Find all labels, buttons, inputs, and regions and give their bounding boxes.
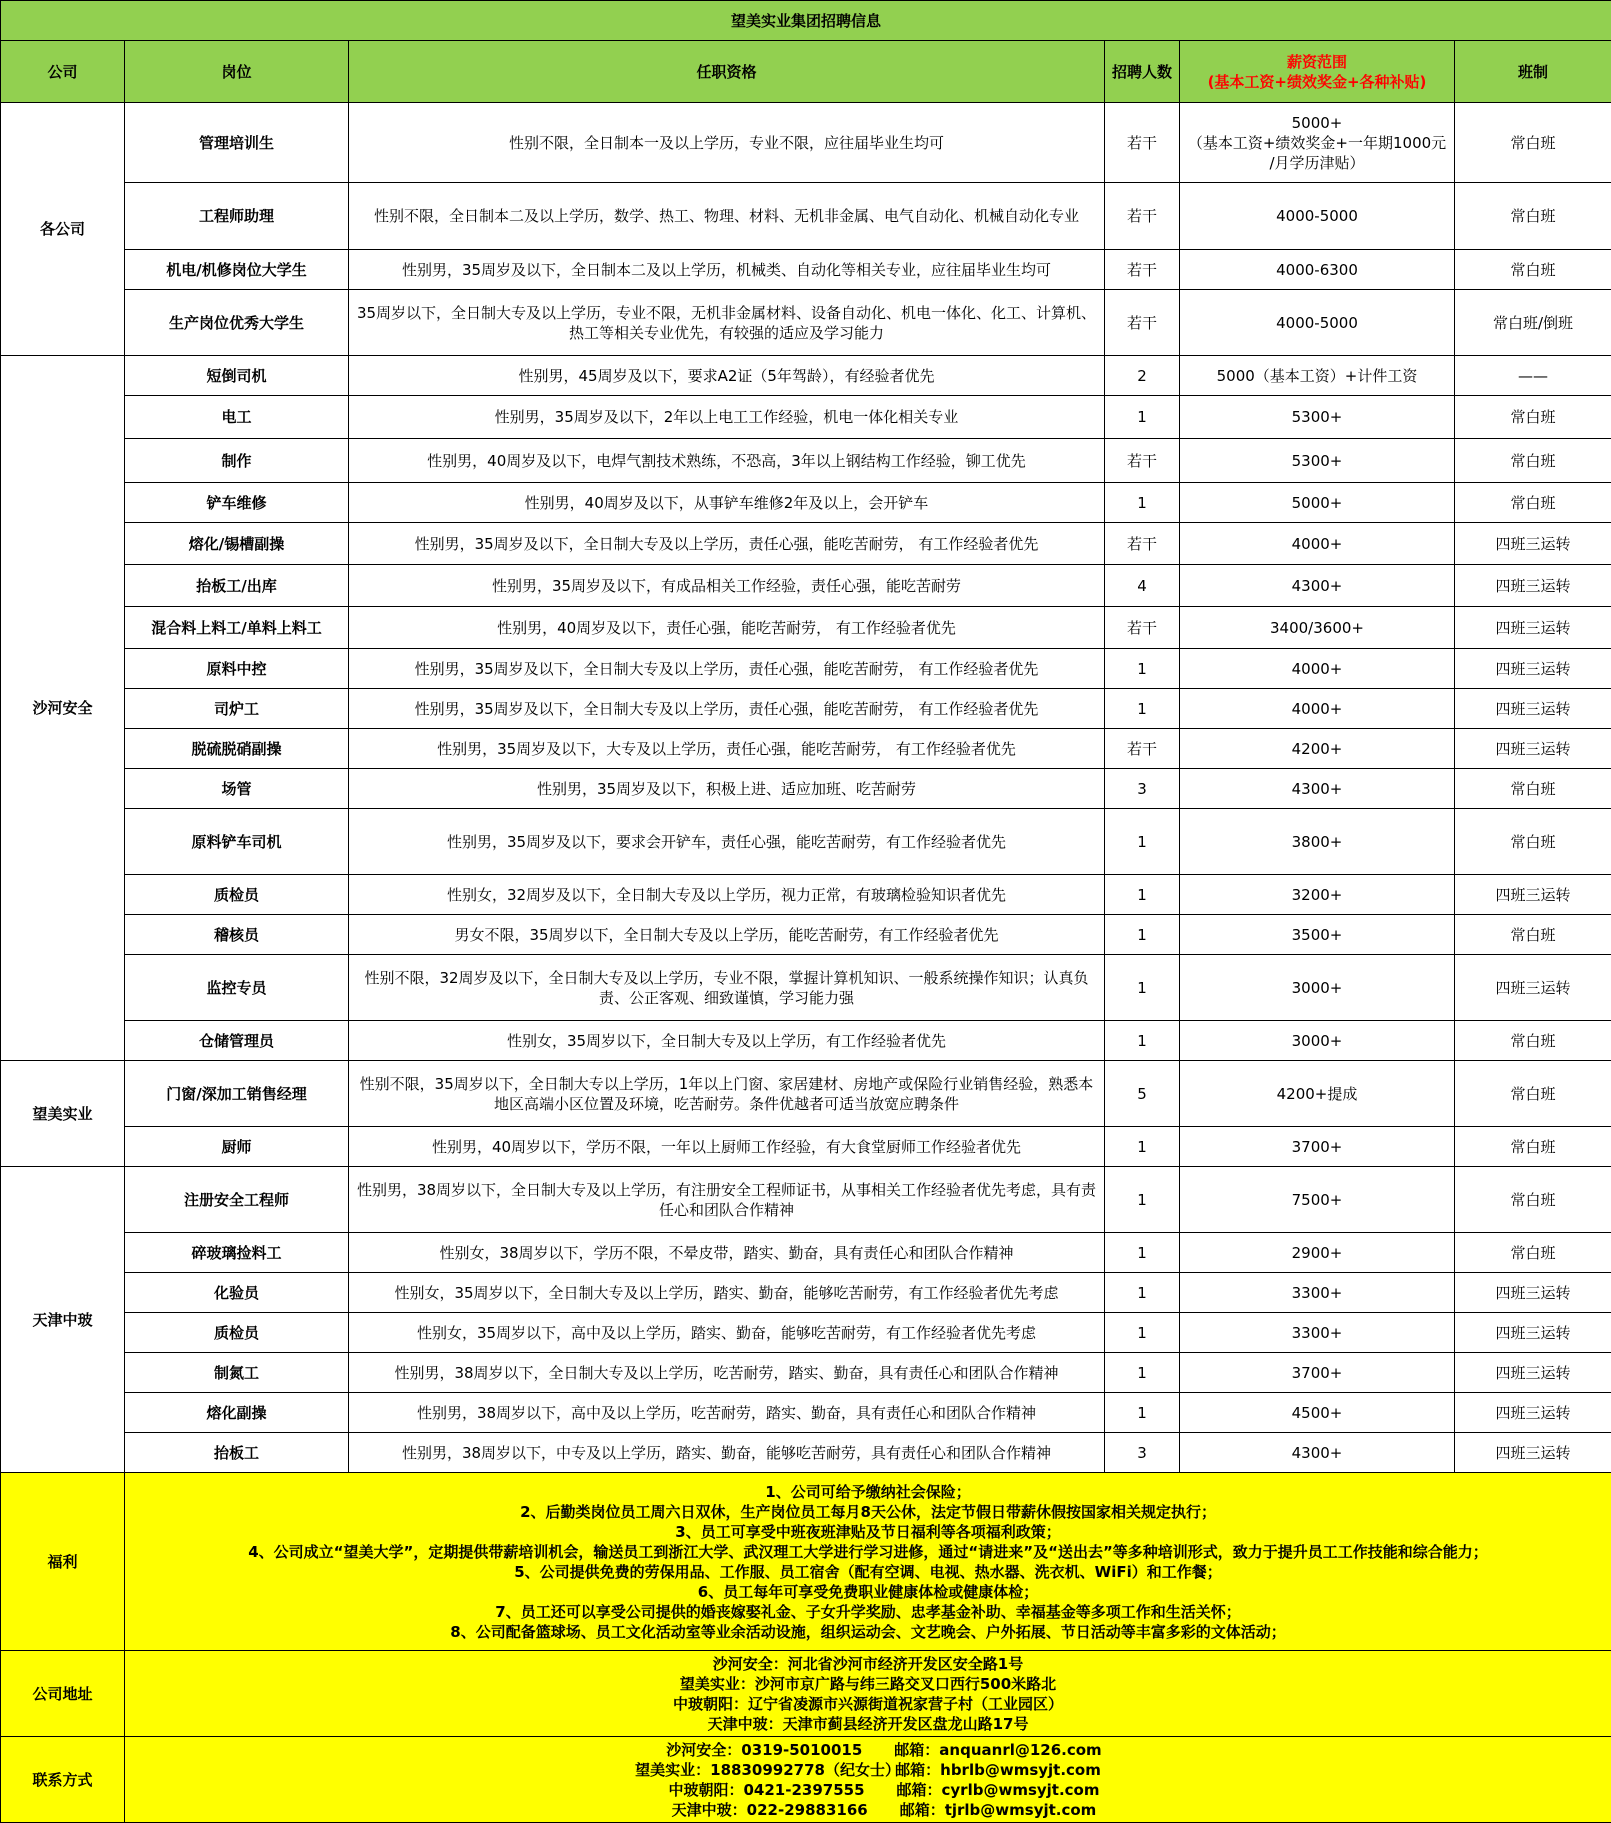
requirements-text: 性别女，38周岁以下，学历不限，不晕皮带，踏实、勤奋，具有责任心和团队合作精神 xyxy=(349,1233,1105,1273)
salary-value xyxy=(1180,729,1455,769)
shift-value: 常白班 xyxy=(1455,396,1611,439)
headcount-value: 1 xyxy=(1105,955,1180,1021)
headcount-value: 若干 xyxy=(1105,290,1180,356)
job-row xyxy=(1,565,1611,607)
welfare-row xyxy=(1,1473,1611,1651)
shift-value: 常白班 xyxy=(1455,250,1611,290)
position-name: 熔化/锡槽副操 xyxy=(125,523,349,565)
address-row xyxy=(1,1651,1611,1737)
requirements-text: 性别男，35周岁及以下，积极上进、适应加班、吃苦耐劳 xyxy=(349,769,1105,809)
position-name: 司炉工 xyxy=(125,689,349,729)
shift-value: 常白班 xyxy=(1455,1167,1611,1233)
job-row xyxy=(1,1061,1611,1127)
job-row xyxy=(1,649,1611,689)
salary-line: 3300+ xyxy=(1184,1323,1450,1343)
shift-value: 常白班 xyxy=(1455,915,1611,955)
headcount-value: 1 xyxy=(1105,1167,1180,1233)
salary-line: 4200+提成 xyxy=(1184,1084,1450,1104)
salary-value xyxy=(1180,1393,1455,1433)
shift-value: 常白班 xyxy=(1455,439,1611,483)
contact-row xyxy=(1,1737,1611,1823)
shift-value: 常白班 xyxy=(1455,809,1611,875)
address-item: 沙河安全：河北省沙河市经济开发区安全路1号 xyxy=(129,1654,1607,1674)
job-row xyxy=(1,483,1611,523)
position-name: 门窗/深加工销售经理 xyxy=(125,1061,349,1127)
salary-value xyxy=(1180,1167,1455,1233)
salary-value xyxy=(1180,250,1455,290)
salary-value xyxy=(1180,1061,1455,1127)
position-name: 电工 xyxy=(125,396,349,439)
salary-value xyxy=(1180,290,1455,356)
salary-value xyxy=(1180,103,1455,183)
position-name: 监控专员 xyxy=(125,955,349,1021)
welfare-item: 2、后勤类岗位员工周六日双休，生产岗位员工每月8天公休，法定节假日带薪休假按国家相关规定执行； xyxy=(129,1502,1607,1522)
contact-phone: 望美实业：18830992778（纪女士） xyxy=(635,1760,895,1780)
welfare-list xyxy=(125,1473,1611,1651)
salary-line: 2900+ xyxy=(1184,1243,1450,1263)
requirements-text: 性别男，40周岁及以下，责任心强，能吃苦耐劳， 有工作经验者优先 xyxy=(349,607,1105,649)
salary-value xyxy=(1180,396,1455,439)
headcount-value: 1 xyxy=(1105,1127,1180,1167)
shift-value: 四班三运转 xyxy=(1455,1353,1611,1393)
salary-value xyxy=(1180,955,1455,1021)
requirements-text: 35周岁以下，全日制大专及以上学历，专业不限，无机非金属材料、设备自动化、机电一体化、化工、计算机、热工等相关专业优先，有较强的适应及学习能力 xyxy=(349,290,1105,356)
shift-value: 四班三运转 xyxy=(1455,1313,1611,1353)
shift-value: 四班三运转 xyxy=(1455,1433,1611,1473)
contact-item xyxy=(129,1780,1607,1800)
welfare-item: 6、员工每年可享受免费职业健康体检或健康体检； xyxy=(129,1582,1607,1602)
headcount-value: 1 xyxy=(1105,1233,1180,1273)
requirements-text: 性别男，35周岁及以下，全日制大专及以上学历，责任心强，能吃苦耐劳， 有工作经验者优先 xyxy=(349,689,1105,729)
welfare-item: 1、公司可给予缴纳社会保险； xyxy=(129,1482,1607,1502)
requirements-text: 性别男，40周岁及以下，从事铲车维修2年及以上，会开铲车 xyxy=(349,483,1105,523)
requirements-text: 性别男，45周岁及以下，要求A2证（5年驾龄），有经验者优先 xyxy=(349,356,1105,396)
salary-value xyxy=(1180,523,1455,565)
headcount-value: 5 xyxy=(1105,1061,1180,1127)
headcount-value: 1 xyxy=(1105,396,1180,439)
requirements-text: 性别男，35周岁及以下，全日制本二及以上学历，机械类、自动化等相关专业，应往届毕业生均可 xyxy=(349,250,1105,290)
header-salary-line2: (基本工资+绩效奖金+各种补贴) xyxy=(1184,72,1450,92)
salary-line: 4300+ xyxy=(1184,779,1450,799)
salary-line: 4300+ xyxy=(1184,1443,1450,1463)
salary-line: 4000-5000 xyxy=(1184,206,1450,226)
job-row xyxy=(1,875,1611,915)
header-row xyxy=(1,41,1611,103)
salary-line: 4500+ xyxy=(1184,1403,1450,1423)
job-row xyxy=(1,915,1611,955)
salary-value xyxy=(1180,1127,1455,1167)
job-row xyxy=(1,1167,1611,1233)
salary-line: 3800+ xyxy=(1184,832,1450,852)
salary-value xyxy=(1180,649,1455,689)
company-name: 各公司 xyxy=(1,103,125,356)
position-name: 脱硫脱硝副操 xyxy=(125,729,349,769)
job-row xyxy=(1,439,1611,483)
address-item: 望美实业：沙河市京广路与纬三路交叉口西行500米路北 xyxy=(129,1674,1607,1694)
shift-value: 常白班 xyxy=(1455,1061,1611,1127)
salary-line: 3700+ xyxy=(1184,1137,1450,1157)
address-label: 公司地址 xyxy=(1,1651,125,1737)
headcount-value: 1 xyxy=(1105,689,1180,729)
contact-email: 邮箱：hbrlb@wmsyjt.com xyxy=(895,1761,1101,1779)
shift-value: 四班三运转 xyxy=(1455,607,1611,649)
salary-line: 5000+ xyxy=(1184,493,1450,513)
job-row xyxy=(1,1393,1611,1433)
contact-list xyxy=(125,1737,1611,1823)
shift-value: 四班三运转 xyxy=(1455,1273,1611,1313)
position-name: 短倒司机 xyxy=(125,356,349,396)
header-requirements: 任职资格 xyxy=(349,41,1105,103)
shift-value: 四班三运转 xyxy=(1455,523,1611,565)
header-shift: 班制 xyxy=(1455,41,1611,103)
headcount-value: 1 xyxy=(1105,1273,1180,1313)
position-name: 稽核员 xyxy=(125,915,349,955)
contact-item xyxy=(129,1800,1607,1820)
position-name: 铲车维修 xyxy=(125,483,349,523)
position-name: 机电/机修岗位大学生 xyxy=(125,250,349,290)
headcount-value: 4 xyxy=(1105,565,1180,607)
headcount-value: 1 xyxy=(1105,1313,1180,1353)
salary-line: 3000+ xyxy=(1184,1031,1450,1051)
job-row xyxy=(1,1127,1611,1167)
salary-value xyxy=(1180,1021,1455,1061)
shift-value: 常白班/倒班 xyxy=(1455,290,1611,356)
address-list xyxy=(125,1651,1611,1737)
salary-line: 4300+ xyxy=(1184,576,1450,596)
requirements-text: 性别女，35周岁以下，高中及以上学历，踏实、勤奋，能够吃苦耐劳，有工作经验者优先考虑 xyxy=(349,1313,1105,1353)
headcount-value: 若干 xyxy=(1105,523,1180,565)
headcount-value: 若干 xyxy=(1105,250,1180,290)
page-title: 望美实业集团招聘信息 xyxy=(1,1,1611,41)
shift-value: 常白班 xyxy=(1455,1233,1611,1273)
salary-value xyxy=(1180,875,1455,915)
job-row xyxy=(1,809,1611,875)
position-name: 场管 xyxy=(125,769,349,809)
salary-line: 3000+ xyxy=(1184,978,1450,998)
position-name: 制作 xyxy=(125,439,349,483)
welfare-item: 3、员工可享受中班夜班津贴及节日福利等各项福利政策； xyxy=(129,1522,1607,1542)
salary-line: 4200+ xyxy=(1184,739,1450,759)
job-row xyxy=(1,523,1611,565)
headcount-value: 1 xyxy=(1105,915,1180,955)
salary-line: 5300+ xyxy=(1184,451,1450,471)
headcount-value: 1 xyxy=(1105,483,1180,523)
position-name: 制氮工 xyxy=(125,1353,349,1393)
shift-value: 四班三运转 xyxy=(1455,689,1611,729)
headcount-value: 若干 xyxy=(1105,183,1180,250)
address-item: 天津中玻：天津市蓟县经济开发区盘龙山路17号 xyxy=(129,1714,1607,1734)
shift-value: 四班三运转 xyxy=(1455,729,1611,769)
shift-value: 常白班 xyxy=(1455,1021,1611,1061)
salary-value xyxy=(1180,1313,1455,1353)
salary-value xyxy=(1180,439,1455,483)
requirements-text: 性别男，38周岁以下，全日制大专及以上学历，有注册安全工程师证书，从事相关工作经验者优先考虑，具有责任心和团队合作精神 xyxy=(349,1167,1105,1233)
welfare-label: 福利 xyxy=(1,1473,125,1651)
job-row xyxy=(1,729,1611,769)
salary-line: 7500+ xyxy=(1184,1190,1450,1210)
salary-value xyxy=(1180,483,1455,523)
shift-value: 四班三运转 xyxy=(1455,565,1611,607)
requirements-text: 性别男，35周岁及以下，要求会开铲车，责任心强，能吃苦耐劳，有工作经验者优先 xyxy=(349,809,1105,875)
position-name: 原料中控 xyxy=(125,649,349,689)
salary-line: 5000（基本工资）+计件工资 xyxy=(1184,366,1450,386)
contact-phone: 中玻朝阳：0421-2397555 xyxy=(637,1780,897,1800)
contact-email: 邮箱：cyrlb@wmsyjt.com xyxy=(897,1781,1100,1799)
shift-value: 常白班 xyxy=(1455,183,1611,250)
company-name: 天津中玻 xyxy=(1,1167,125,1473)
address-item: 中玻朝阳：辽宁省凌源市兴源街道祝家营子村（工业园区） xyxy=(129,1694,1607,1714)
job-row xyxy=(1,356,1611,396)
shift-value: 四班三运转 xyxy=(1455,1393,1611,1433)
position-name: 生产岗位优秀大学生 xyxy=(125,290,349,356)
headcount-value: 1 xyxy=(1105,809,1180,875)
job-row xyxy=(1,290,1611,356)
title-row xyxy=(1,1,1611,41)
job-row xyxy=(1,1233,1611,1273)
position-name: 注册安全工程师 xyxy=(125,1167,349,1233)
shift-value: —— xyxy=(1455,356,1611,396)
company-name: 沙河安全 xyxy=(1,356,125,1061)
salary-value xyxy=(1180,356,1455,396)
headcount-value: 若干 xyxy=(1105,729,1180,769)
headcount-value: 若干 xyxy=(1105,439,1180,483)
salary-value xyxy=(1180,607,1455,649)
shift-value: 常白班 xyxy=(1455,769,1611,809)
header-salary xyxy=(1180,41,1455,103)
requirements-text: 性别男，38周岁以下，高中及以上学历，吃苦耐劳，踏实、勤奋，具有责任心和团队合作精神 xyxy=(349,1393,1105,1433)
salary-line: 4000+ xyxy=(1184,659,1450,679)
contact-label: 联系方式 xyxy=(1,1737,125,1823)
salary-line: 3400/3600+ xyxy=(1184,618,1450,638)
header-headcount: 招聘人数 xyxy=(1105,41,1180,103)
welfare-item: 5、公司提供免费的劳保用品、工作服、员工宿舍（配有空调、电视、热水器、洗衣机、WiFi）和工作餐； xyxy=(129,1562,1607,1582)
salary-value xyxy=(1180,689,1455,729)
position-name: 厨师 xyxy=(125,1127,349,1167)
salary-value xyxy=(1180,769,1455,809)
job-row xyxy=(1,689,1611,729)
salary-value xyxy=(1180,915,1455,955)
company-name: 望美实业 xyxy=(1,1061,125,1167)
job-row xyxy=(1,955,1611,1021)
welfare-item: 7、员工还可以享受公司提供的婚丧嫁娶礼金、子女升学奖励、忠孝基金补助、幸福基金等多项工作和生活关怀； xyxy=(129,1602,1607,1622)
job-row xyxy=(1,1273,1611,1313)
salary-line: 5300+ xyxy=(1184,407,1450,427)
requirements-text: 性别女，35周岁以下，全日制大专及以上学历，踏实、勤奋，能够吃苦耐劳，有工作经验者优先考虑 xyxy=(349,1273,1105,1313)
contact-item xyxy=(129,1740,1607,1760)
welfare-item: 8、公司配备篮球场、员工文化活动室等业余活动设施，组织运动会、文艺晚会、户外拓展、节日活动等丰富多彩的文体活动； xyxy=(129,1622,1607,1642)
position-name: 质检员 xyxy=(125,1313,349,1353)
salary-value xyxy=(1180,809,1455,875)
position-name: 质检员 xyxy=(125,875,349,915)
shift-value: 四班三运转 xyxy=(1455,955,1611,1021)
job-row xyxy=(1,1433,1611,1473)
requirements-text: 性别男，40周岁以下，学历不限，一年以上厨师工作经验，有大食堂厨师工作经验者优先 xyxy=(349,1127,1105,1167)
requirements-text: 性别不限，全日制本一及以上学历，专业不限，应往届毕业生均可 xyxy=(349,103,1105,183)
position-name: 抬板工/出库 xyxy=(125,565,349,607)
salary-line: 4000-5000 xyxy=(1184,313,1450,333)
shift-value: 常白班 xyxy=(1455,1127,1611,1167)
salary-value xyxy=(1180,1433,1455,1473)
salary-value xyxy=(1180,565,1455,607)
contact-item xyxy=(129,1760,1607,1780)
position-name: 抬板工 xyxy=(125,1433,349,1473)
shift-value: 常白班 xyxy=(1455,103,1611,183)
contact-phone: 沙河安全：0319-5010015 xyxy=(634,1740,894,1760)
welfare-item: 4、公司成立“望美大学”，定期提供带薪培训机会，输送员工到浙江大学、武汉理工大学进行学习进修，通过“请进来”及“送出去”等多种培训形式，致力于提升员工工作技能和综合能力； xyxy=(129,1542,1607,1562)
header-salary-line1: 薪资范围 xyxy=(1184,52,1450,72)
position-name: 混合料上料工/单料上料工 xyxy=(125,607,349,649)
headcount-value: 3 xyxy=(1105,769,1180,809)
job-row xyxy=(1,1353,1611,1393)
requirements-text: 性别不限，35周岁以下，全日制大专以上学历，1年以上门窗、家居建材、房地产或保险行业销售经验，熟悉本地区高端小区位置及环境，吃苦耐劳。条件优越者可适当放宽应聘条件 xyxy=(349,1061,1105,1127)
position-name: 原料铲车司机 xyxy=(125,809,349,875)
position-name: 熔化副操 xyxy=(125,1393,349,1433)
salary-line: 3700+ xyxy=(1184,1363,1450,1383)
header-company: 公司 xyxy=(1,41,125,103)
requirements-text: 性别男，40周岁及以下，电焊气割技术熟练，不恐高，3年以上钢结构工作经验，铆工优先 xyxy=(349,439,1105,483)
requirements-text: 性别男，35周岁及以下，全日制大专及以上学历，责任心强，能吃苦耐劳， 有工作经验者优先 xyxy=(349,649,1105,689)
salary-line: 4000-6300 xyxy=(1184,260,1450,280)
requirements-text: 性别男，35周岁及以下，有成品相关工作经验，责任心强，能吃苦耐劳 xyxy=(349,565,1105,607)
position-name: 碎玻璃捡料工 xyxy=(125,1233,349,1273)
requirements-text: 性别女，35周岁以下，全日制大专及以上学历，有工作经验者优先 xyxy=(349,1021,1105,1061)
salary-value xyxy=(1180,1273,1455,1313)
headcount-value: 1 xyxy=(1105,649,1180,689)
salary-line: 3500+ xyxy=(1184,925,1450,945)
requirements-text: 性别男，38周岁以下，全日制大专及以上学历，吃苦耐劳，踏实、勤奋，具有责任心和团队合作精神 xyxy=(349,1353,1105,1393)
salary-line: 3200+ xyxy=(1184,885,1450,905)
requirements-text: 性别男，35周岁及以下，2年以上电工工作经验，机电一体化相关专业 xyxy=(349,396,1105,439)
requirements-text: 男女不限，35周岁以下，全日制大专及以上学历，能吃苦耐劳，有工作经验者优先 xyxy=(349,915,1105,955)
requirements-text: 性别男，38周岁以下，中专及以上学历，踏实、勤奋，能够吃苦耐劳，具有责任心和团队合作精神 xyxy=(349,1433,1105,1473)
salary-line: （基本工资+绩效奖金+一年期1000元 xyxy=(1184,133,1450,153)
header-position: 岗位 xyxy=(125,41,349,103)
headcount-value: 1 xyxy=(1105,1021,1180,1061)
salary-line: 4000+ xyxy=(1184,534,1450,554)
requirements-text: 性别男，35周岁及以下，全日制大专及以上学历，责任心强，能吃苦耐劳， 有工作经验者优先 xyxy=(349,523,1105,565)
headcount-value: 1 xyxy=(1105,1353,1180,1393)
salary-value xyxy=(1180,1353,1455,1393)
salary-line: 3300+ xyxy=(1184,1283,1450,1303)
requirements-text: 性别不限，全日制本二及以上学历，数学、热工、物理、材料、无机非金属、电气自动化、机械自动化专业 xyxy=(349,183,1105,250)
job-row xyxy=(1,769,1611,809)
headcount-value: 若干 xyxy=(1105,103,1180,183)
contact-email: 邮箱：anquanrl@126.com xyxy=(894,1741,1101,1759)
job-row xyxy=(1,396,1611,439)
salary-line: /月学历津贴） xyxy=(1184,153,1450,173)
position-name: 仓储管理员 xyxy=(125,1021,349,1061)
shift-value: 常白班 xyxy=(1455,483,1611,523)
job-row xyxy=(1,103,1611,183)
contact-email: 邮箱：tjrlb@wmsyjt.com xyxy=(900,1801,1097,1819)
headcount-value: 2 xyxy=(1105,356,1180,396)
requirements-text: 性别男，35周岁及以下，大专及以上学历，责任心强，能吃苦耐劳， 有工作经验者优先 xyxy=(349,729,1105,769)
salary-value xyxy=(1180,183,1455,250)
position-name: 管理培训生 xyxy=(125,103,349,183)
headcount-value: 3 xyxy=(1105,1433,1180,1473)
job-row xyxy=(1,1313,1611,1353)
job-row xyxy=(1,250,1611,290)
headcount-value: 若干 xyxy=(1105,607,1180,649)
job-row xyxy=(1,1021,1611,1061)
job-row xyxy=(1,607,1611,649)
headcount-value: 1 xyxy=(1105,875,1180,915)
salary-line: 5000+ xyxy=(1184,113,1450,133)
position-name: 化验员 xyxy=(125,1273,349,1313)
position-name: 工程师助理 xyxy=(125,183,349,250)
salary-line: 4000+ xyxy=(1184,699,1450,719)
shift-value: 四班三运转 xyxy=(1455,649,1611,689)
contact-phone: 天津中玻：022-29883166 xyxy=(640,1800,900,1820)
requirements-text: 性别女，32周岁及以下，全日制大专及以上学历，视力正常，有玻璃检验知识者优先 xyxy=(349,875,1105,915)
salary-value xyxy=(1180,1233,1455,1273)
requirements-text: 性别不限，32周岁及以下，全日制大专及以上学历，专业不限，掌握计算机知识、一般系统操作知识；认真负责、公正客观、细致谨慎，学习能力强 xyxy=(349,955,1105,1021)
headcount-value: 1 xyxy=(1105,1393,1180,1433)
job-row xyxy=(1,183,1611,250)
shift-value: 四班三运转 xyxy=(1455,875,1611,915)
